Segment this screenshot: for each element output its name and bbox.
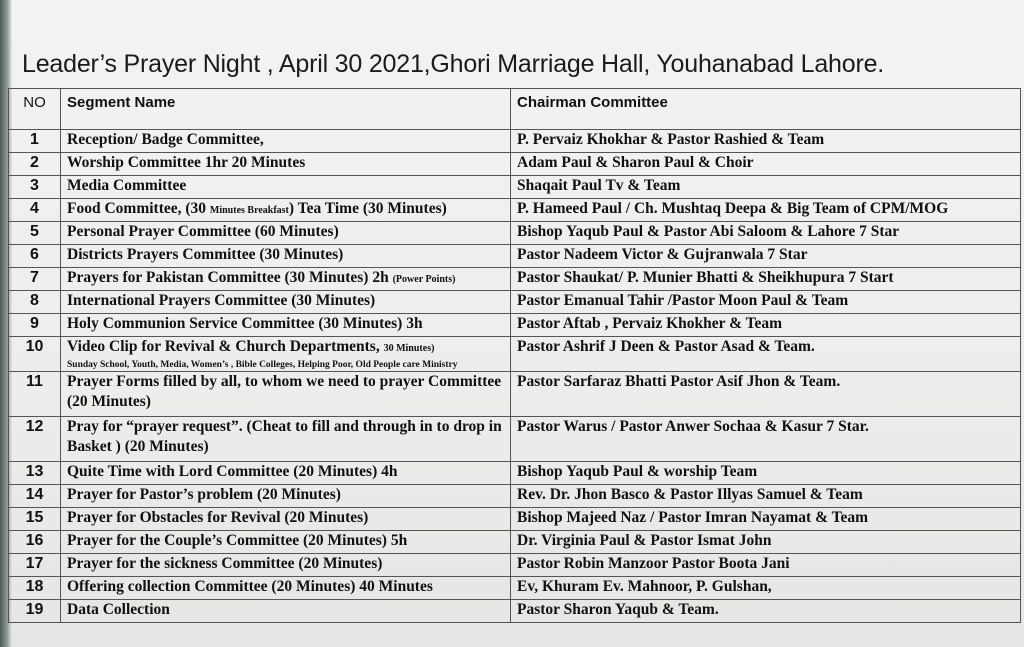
segment-name: Prayer for Pastor’s problem (20 Minutes) bbox=[61, 485, 511, 508]
chairman-committee: Pastor Warus / Pastor Anwer Sochaa & Kasur 7 Star. bbox=[511, 417, 1021, 462]
row-number: 18 bbox=[9, 577, 61, 600]
chairman-committee: Bishop Majeed Naz / Pastor Imran Nayamat & Team bbox=[511, 508, 1021, 531]
schedule-table bbox=[8, 88, 1021, 623]
segment-name: Worship Committee 1hr 20 Minutes bbox=[61, 153, 511, 176]
row-number: 7 bbox=[9, 268, 61, 291]
row-number: 10 bbox=[9, 337, 61, 372]
row-number: 11 bbox=[9, 372, 61, 417]
chairman-committee: Pastor Nadeem Victor & Gujranwala 7 Star bbox=[511, 245, 1021, 268]
segment-sub-note: Sunday School, Youth, Media, Women’s , Bible Colleges, Helping Poor, Old People care Ministry bbox=[67, 360, 458, 370]
segment-name bbox=[61, 337, 511, 372]
table-row bbox=[9, 577, 1021, 600]
header-chairman: Chairman Committee bbox=[511, 89, 1021, 130]
chairman-committee: Bishop Yaqub Paul & worship Team bbox=[511, 462, 1021, 485]
row-number: 13 bbox=[9, 462, 61, 485]
segment-name: Personal Prayer Committee (60 Minutes) bbox=[61, 222, 511, 245]
segment-name: Data Collection bbox=[61, 600, 511, 623]
segment-name: Districts Prayers Committee (30 Minutes) bbox=[61, 245, 511, 268]
row-number: 14 bbox=[9, 485, 61, 508]
segment-name: Quite Time with Lord Committee (20 Minutes) 4h bbox=[61, 462, 511, 485]
table-row bbox=[9, 372, 1021, 417]
table-row bbox=[9, 337, 1021, 372]
row-number: 4 bbox=[9, 199, 61, 222]
chairman-committee: Pastor Sharon Yaqub & Team. bbox=[511, 600, 1021, 623]
segment-name bbox=[61, 199, 511, 222]
table-row bbox=[9, 462, 1021, 485]
chairman-committee: P. Pervaiz Khokhar & Pastor Rashied & Team bbox=[511, 130, 1021, 153]
segment-name: Media Committee bbox=[61, 176, 511, 199]
segment-name: Prayer for the sickness Committee (20 Minutes) bbox=[61, 554, 511, 577]
chairman-committee: Dr. Virginia Paul & Pastor Ismat John bbox=[511, 531, 1021, 554]
table-row bbox=[9, 130, 1021, 153]
table-row bbox=[9, 268, 1021, 291]
row-number: 19 bbox=[9, 600, 61, 623]
header-no: NO bbox=[9, 89, 61, 130]
table-row bbox=[9, 485, 1021, 508]
row-number: 12 bbox=[9, 417, 61, 462]
segment-small-note: 30 Minutes) bbox=[383, 343, 435, 354]
table-row bbox=[9, 222, 1021, 245]
segment-name: Reception/ Badge Committee, bbox=[61, 130, 511, 153]
document-title: Leader’s Prayer Night , April 30 2021,Ghori Marriage Hall, Youhanabad Lahore. bbox=[22, 50, 885, 78]
chairman-committee: Pastor Robin Manzoor Pastor Boota Jani bbox=[511, 554, 1021, 577]
chairman-committee: Ev, Khuram Ev. Mahnoor, P. Gulshan, bbox=[511, 577, 1021, 600]
table-row bbox=[9, 508, 1021, 531]
segment-name: Prayer for Obstacles for Revival (20 Minutes) bbox=[61, 508, 511, 531]
segment-name: Pray for “prayer request”. (Cheat to fill and through in to drop in Basket ) (20 Minutes) bbox=[61, 417, 511, 462]
segment-text-end: ) Tea Time (30 Minutes) bbox=[288, 200, 447, 217]
table-row bbox=[9, 314, 1021, 337]
chairman-committee: Pastor Sarfaraz Bhatti Pastor Asif Jhon & Team. bbox=[511, 372, 1021, 417]
row-number: 8 bbox=[9, 291, 61, 314]
row-number: 6 bbox=[9, 245, 61, 268]
row-number: 15 bbox=[9, 508, 61, 531]
table-row bbox=[9, 531, 1021, 554]
table-row bbox=[9, 176, 1021, 199]
row-number: 2 bbox=[9, 153, 61, 176]
row-number: 3 bbox=[9, 176, 61, 199]
header-row bbox=[9, 89, 1021, 130]
segment-small-note: (Power Points) bbox=[392, 274, 456, 285]
segment-name: Holy Communion Service Committee (30 Minutes) 3h bbox=[61, 314, 511, 337]
table-row bbox=[9, 554, 1021, 577]
row-number: 16 bbox=[9, 531, 61, 554]
row-number: 5 bbox=[9, 222, 61, 245]
table-row bbox=[9, 417, 1021, 462]
chairman-committee: Pastor Aftab , Pervaiz Khokher & Team bbox=[511, 314, 1021, 337]
segment-name: Prayer for the Couple’s Committee (20 Minutes) 5h bbox=[61, 531, 511, 554]
segment-text: Prayers for Pakistan Committee (30 Minutes) 2h bbox=[67, 269, 393, 286]
table-row bbox=[9, 199, 1021, 222]
chairman-committee: Bishop Yaqub Paul & Pastor Abi Saloom & Lahore 7 Star bbox=[511, 222, 1021, 245]
segment-name: Offering collection Committee (20 Minutes) 40 Minutes bbox=[61, 577, 511, 600]
table-row bbox=[9, 291, 1021, 314]
chairman-committee: Adam Paul & Sharon Paul & Choir bbox=[511, 153, 1021, 176]
segment-small-note: Minutes Breakfast bbox=[209, 205, 289, 216]
chairman-committee: Shaqait Paul Tv & Team bbox=[511, 176, 1021, 199]
table-row bbox=[9, 153, 1021, 176]
chairman-committee: Pastor Emanual Tahir /Pastor Moon Paul & Team bbox=[511, 291, 1021, 314]
table-row bbox=[9, 600, 1021, 623]
segment-text: Video Clip for Revival & Church Departments, bbox=[67, 338, 384, 355]
chairman-committee: P. Hameed Paul / Ch. Mushtaq Deepa & Big Team of CPM/MOG bbox=[511, 199, 1021, 222]
segment-name bbox=[61, 268, 511, 291]
segment-name: Prayer Forms filled by all, to whom we need to prayer Committee (20 Minutes) bbox=[61, 372, 511, 417]
table-row bbox=[9, 245, 1021, 268]
chairman-committee: Pastor Shaukat/ P. Munier Bhatti & Sheikhupura 7 Start bbox=[511, 268, 1021, 291]
header-segment: Segment Name bbox=[61, 89, 511, 130]
chairman-committee: Pastor Ashrif J Deen & Pastor Asad & Team. bbox=[511, 337, 1021, 372]
chairman-committee: Rev. Dr. Jhon Basco & Pastor Illyas Samuel & Team bbox=[511, 485, 1021, 508]
row-number: 1 bbox=[9, 130, 61, 153]
segment-text: Food Committee, (30 bbox=[67, 200, 210, 217]
segment-name: International Prayers Committee (30 Minutes) bbox=[61, 291, 511, 314]
row-number: 9 bbox=[9, 314, 61, 337]
row-number: 17 bbox=[9, 554, 61, 577]
